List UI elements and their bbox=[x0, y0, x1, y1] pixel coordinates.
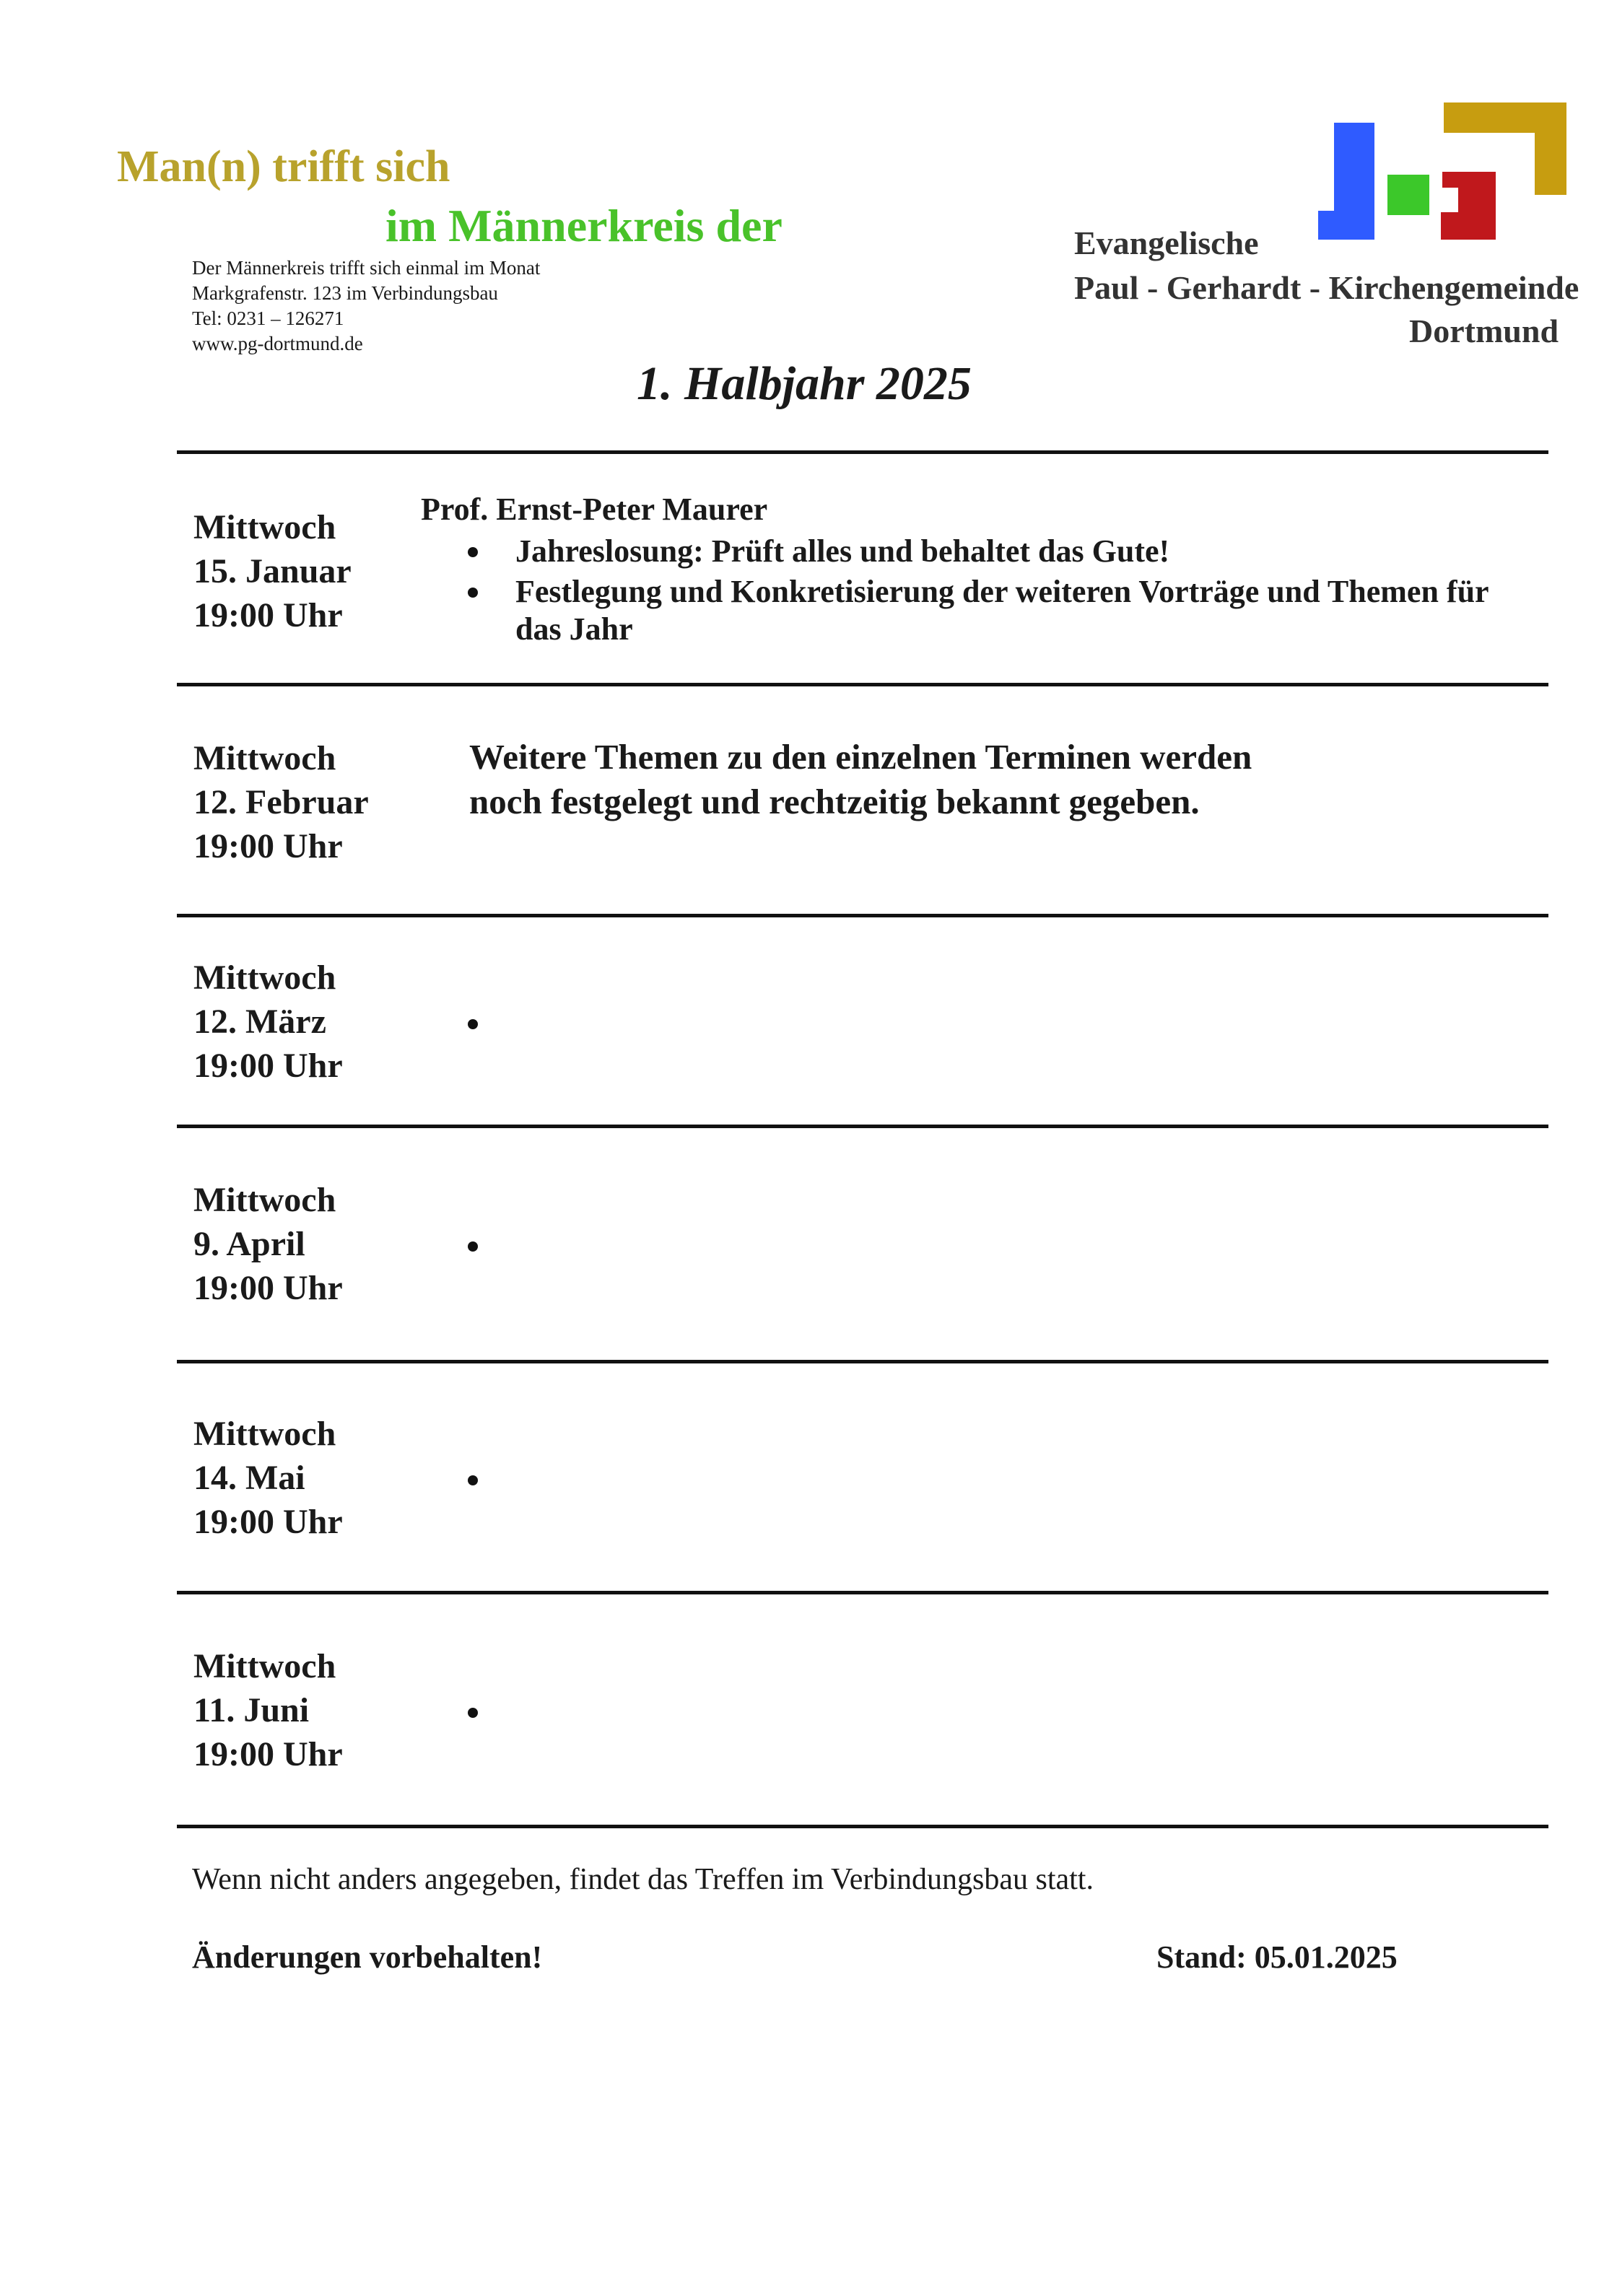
info-line-address: Markgrafenstr. 123 im Verbindungsbau bbox=[192, 282, 498, 304]
event-weekday: Mittwoch bbox=[193, 739, 336, 777]
event-time: 19:00 Uhr bbox=[193, 1735, 343, 1773]
table-rule-top bbox=[177, 450, 1548, 454]
bullet-dot bbox=[468, 588, 478, 598]
org-line-name: Paul - Gerhardt - Kirchengemeinde bbox=[1074, 269, 1579, 306]
event-time: 19:00 Uhr bbox=[193, 596, 343, 634]
stand-date: Stand: 05.01.2025 bbox=[1156, 1939, 1398, 1975]
org-line-evangelische: Evangelische bbox=[1074, 224, 1259, 261]
event-weekday: Mittwoch bbox=[193, 959, 336, 997]
event-topic-continued: das Jahr bbox=[515, 611, 633, 647]
event-date: 15. Januar bbox=[193, 552, 352, 590]
table-rule bbox=[177, 1125, 1548, 1128]
event-date: 12. März bbox=[193, 1003, 326, 1041]
table-rule bbox=[177, 914, 1548, 917]
event-speaker: Prof. Ernst-Peter Maurer bbox=[421, 492, 768, 527]
event-date: 12. Februar bbox=[193, 783, 369, 821]
event-date: 9. April bbox=[193, 1225, 305, 1263]
title-line-1: Man(n) trifft sich bbox=[117, 142, 450, 191]
table-rule bbox=[177, 1360, 1548, 1363]
bullet-dot bbox=[468, 547, 478, 557]
info-line-website: www.pg-dortmund.de bbox=[192, 333, 363, 354]
logo-blue-shape bbox=[1318, 123, 1374, 240]
event-date: 11. Juni bbox=[193, 1691, 310, 1729]
event-weekday: Mittwoch bbox=[193, 1415, 336, 1453]
event-time: 19:00 Uhr bbox=[193, 1047, 343, 1085]
church-logo bbox=[1307, 102, 1566, 247]
event-weekday: Mittwoch bbox=[193, 1181, 336, 1219]
info-line-phone: Tel: 0231 – 126271 bbox=[192, 307, 344, 329]
table-rule-bottom bbox=[177, 1825, 1548, 1828]
org-line-city: Dortmund bbox=[1409, 313, 1559, 349]
bullet-dot bbox=[468, 1708, 478, 1718]
title-line-2: im Männerkreis der bbox=[385, 200, 783, 251]
location-note: Wenn nicht anders angegeben, findet das Treffen im Verbindungsbau statt. bbox=[192, 1863, 1094, 1896]
event-date: 14. Mai bbox=[193, 1459, 305, 1497]
logo-red-shape bbox=[1441, 172, 1496, 240]
info-line-monthly: Der Männerkreis trifft sich einmal im Monat bbox=[192, 257, 541, 279]
event-note-line: Weitere Themen zu den einzelnen Terminen werden bbox=[469, 737, 1252, 777]
event-weekday: Mittwoch bbox=[193, 1647, 336, 1685]
table-rule bbox=[177, 683, 1548, 686]
event-weekday: Mittwoch bbox=[193, 508, 336, 546]
event-time: 19:00 Uhr bbox=[193, 827, 343, 865]
event-time: 19:00 Uhr bbox=[193, 1503, 343, 1541]
logo-green-shape bbox=[1387, 175, 1429, 215]
changes-notice: Änderungen vorbehalten! bbox=[192, 1939, 543, 1975]
event-time: 19:00 Uhr bbox=[193, 1269, 343, 1307]
bullet-dot bbox=[468, 1241, 478, 1252]
event-topic: Jahreslosung: Prüft alles und behaltet das Gute! bbox=[515, 533, 1170, 569]
bullet-dot bbox=[468, 1019, 478, 1029]
event-topic: Festlegung und Konkretisierung der weiteren Vorträge und Themen für bbox=[515, 574, 1489, 609]
period-heading: 1. Halbjahr 2025 bbox=[637, 357, 972, 410]
table-rule bbox=[177, 1591, 1548, 1594]
bullet-dot bbox=[468, 1475, 478, 1485]
event-note-line: noch festgelegt und rechtzeitig bekannt gegeben. bbox=[469, 782, 1200, 821]
